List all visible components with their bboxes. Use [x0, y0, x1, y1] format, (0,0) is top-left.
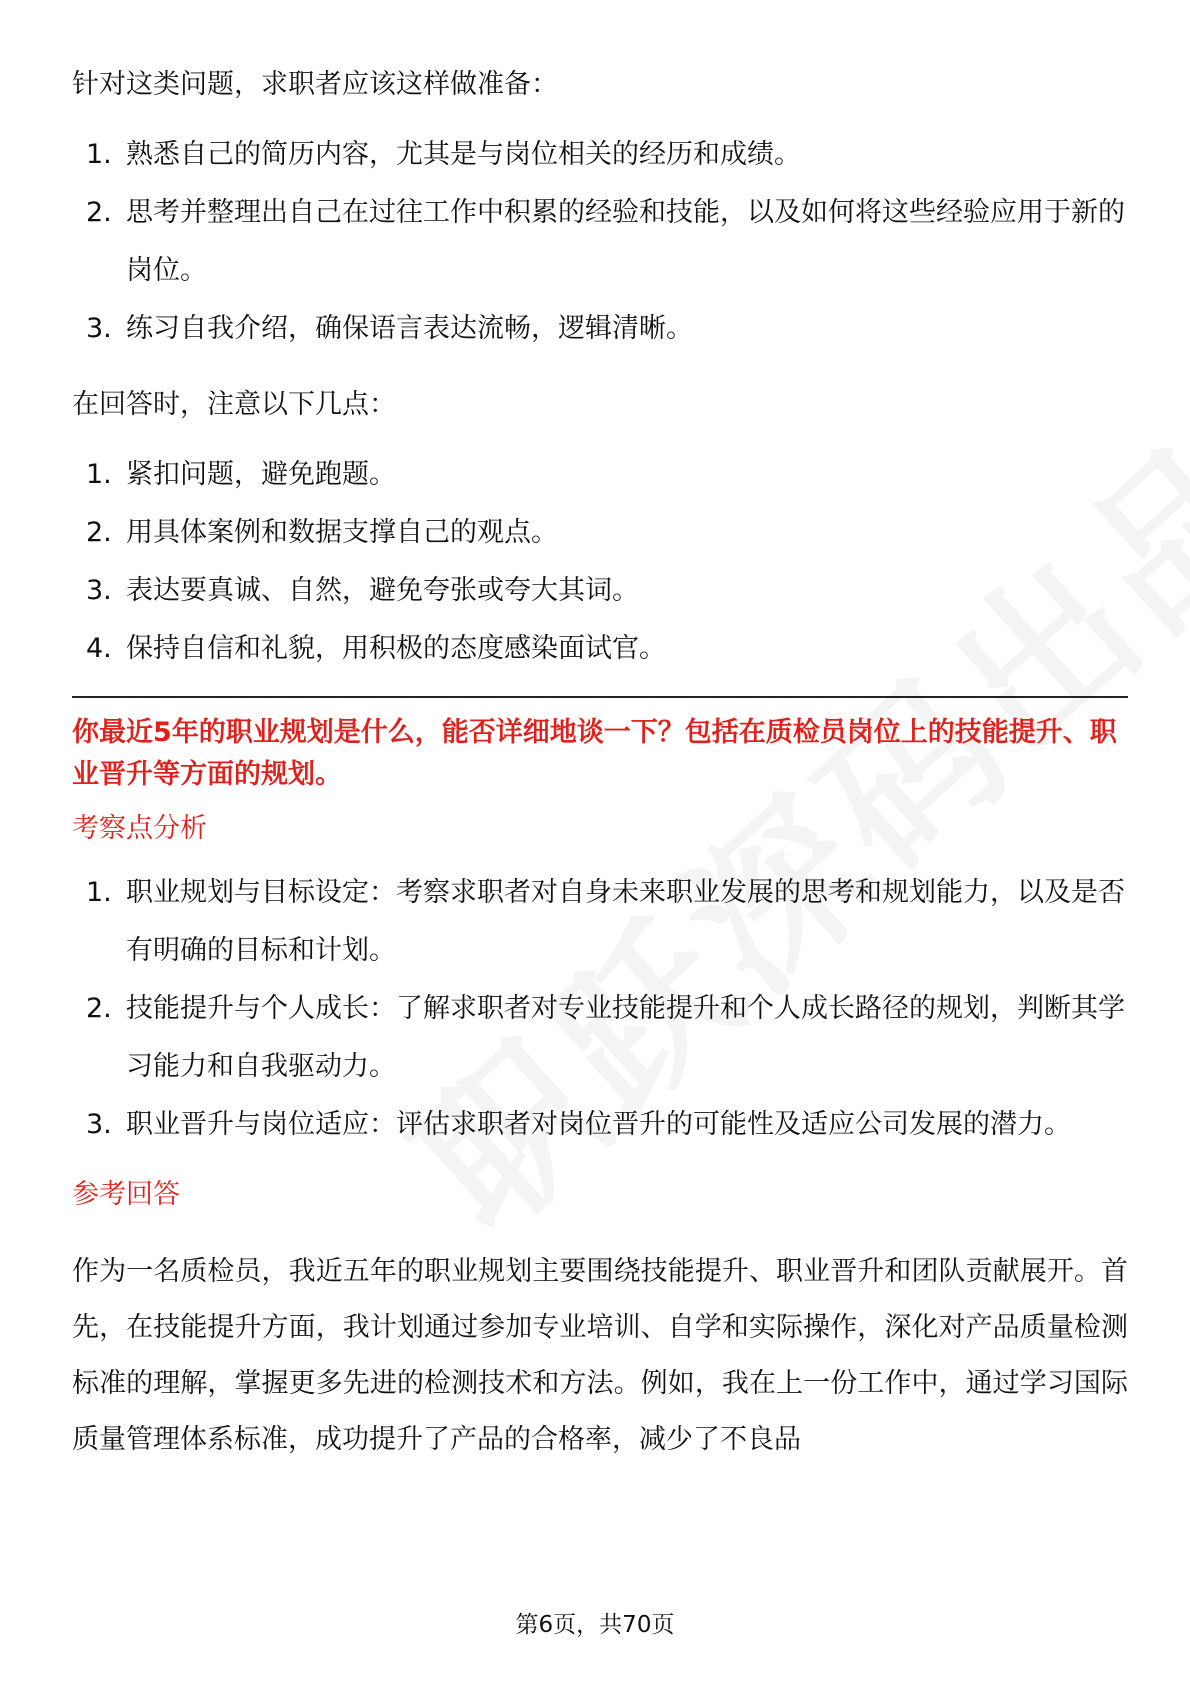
list-number: 3. — [86, 313, 112, 344]
page-number: 第6页，共70页 — [515, 1612, 675, 1638]
list-number: 1. — [86, 139, 112, 170]
list-item — [72, 300, 1128, 358]
tips-list — [72, 446, 1128, 678]
list-number: 2. — [86, 517, 112, 548]
list-item — [72, 504, 1128, 562]
list-item — [72, 1096, 1128, 1154]
list-number: 1. — [86, 459, 112, 490]
list-item — [72, 620, 1128, 678]
list-item — [72, 446, 1128, 504]
list-text: 用具体案例和数据支撑自己的观点。 — [126, 517, 558, 548]
analysis-heading: 考察点分析 — [72, 813, 207, 844]
tips-intro: 在回答时，注意以下几点： — [72, 389, 396, 420]
list-text: 技能提升与个人成长：了解求职者对专业技能提升和个人成长路径的规划，判断其学习能力和自我驱动力。 — [126, 993, 1125, 1082]
list-number: 4. — [86, 633, 112, 664]
list-text: 职业规划与目标设定：考察求职者对自身未来职业发展的思考和规划能力，以及是否有明确的目标和计划。 — [126, 877, 1125, 966]
list-text: 表达要真诚、自然，避免夸张或夸大其词。 — [126, 575, 639, 606]
list-text: 职业晋升与岗位适应：评估求职者对岗位晋升的可能性及适应公司发展的潜力。 — [126, 1109, 1071, 1140]
analysis-list — [72, 864, 1128, 1154]
list-text: 保持自信和礼貌，用积极的态度感染面试官。 — [126, 633, 666, 664]
list-text: 熟悉自己的简历内容，尤其是与岗位相关的经历和成绩。 — [126, 139, 801, 170]
prep-list — [72, 126, 1128, 358]
list-number: 2. — [86, 197, 112, 228]
list-item — [72, 562, 1128, 620]
reference-answer: 作为一名质检员，我近五年的职业规划主要围绕技能提升、职业晋升和团队贡献展开。首先，在技能提升方面，我计划通过参加专业培训、自学和实际操作，深化对产品质量检测标准的理解，掌握更多先进的检测技术和方法。例如，我在上一份工作中，通过学习国际质量管理体系标准，成功提升了产品的合格率，减少了不良品 — [72, 1256, 1128, 1455]
reference-heading: 参考回答 — [72, 1179, 180, 1210]
list-number: 1. — [86, 877, 112, 908]
list-item — [72, 184, 1128, 300]
list-item — [72, 864, 1128, 980]
list-item — [72, 980, 1128, 1096]
prep-intro: 针对这类问题，求职者应该这样做准备： — [72, 69, 558, 100]
page-content — [72, 56, 1128, 1468]
list-text: 练习自我介绍，确保语言表达流畅，逻辑清晰。 — [126, 313, 693, 344]
interview-question: 你最近5年的职业规划是什么，能否详细地谈一下？包括在质检员岗位上的技能提升、职业晋升等方面的规划。 — [72, 717, 1117, 790]
list-text: 紧扣问题，避免跑题。 — [126, 459, 396, 490]
list-number: 3. — [86, 1109, 112, 1140]
list-number: 3. — [86, 575, 112, 606]
list-number: 2. — [86, 993, 112, 1024]
spacer — [72, 1230, 1128, 1244]
section-divider — [72, 696, 1128, 698]
list-item — [72, 126, 1128, 184]
list-text: 思考并整理出自己在过往工作中积累的经验和技能，以及如何将这些经验应用于新的岗位。 — [126, 197, 1125, 286]
